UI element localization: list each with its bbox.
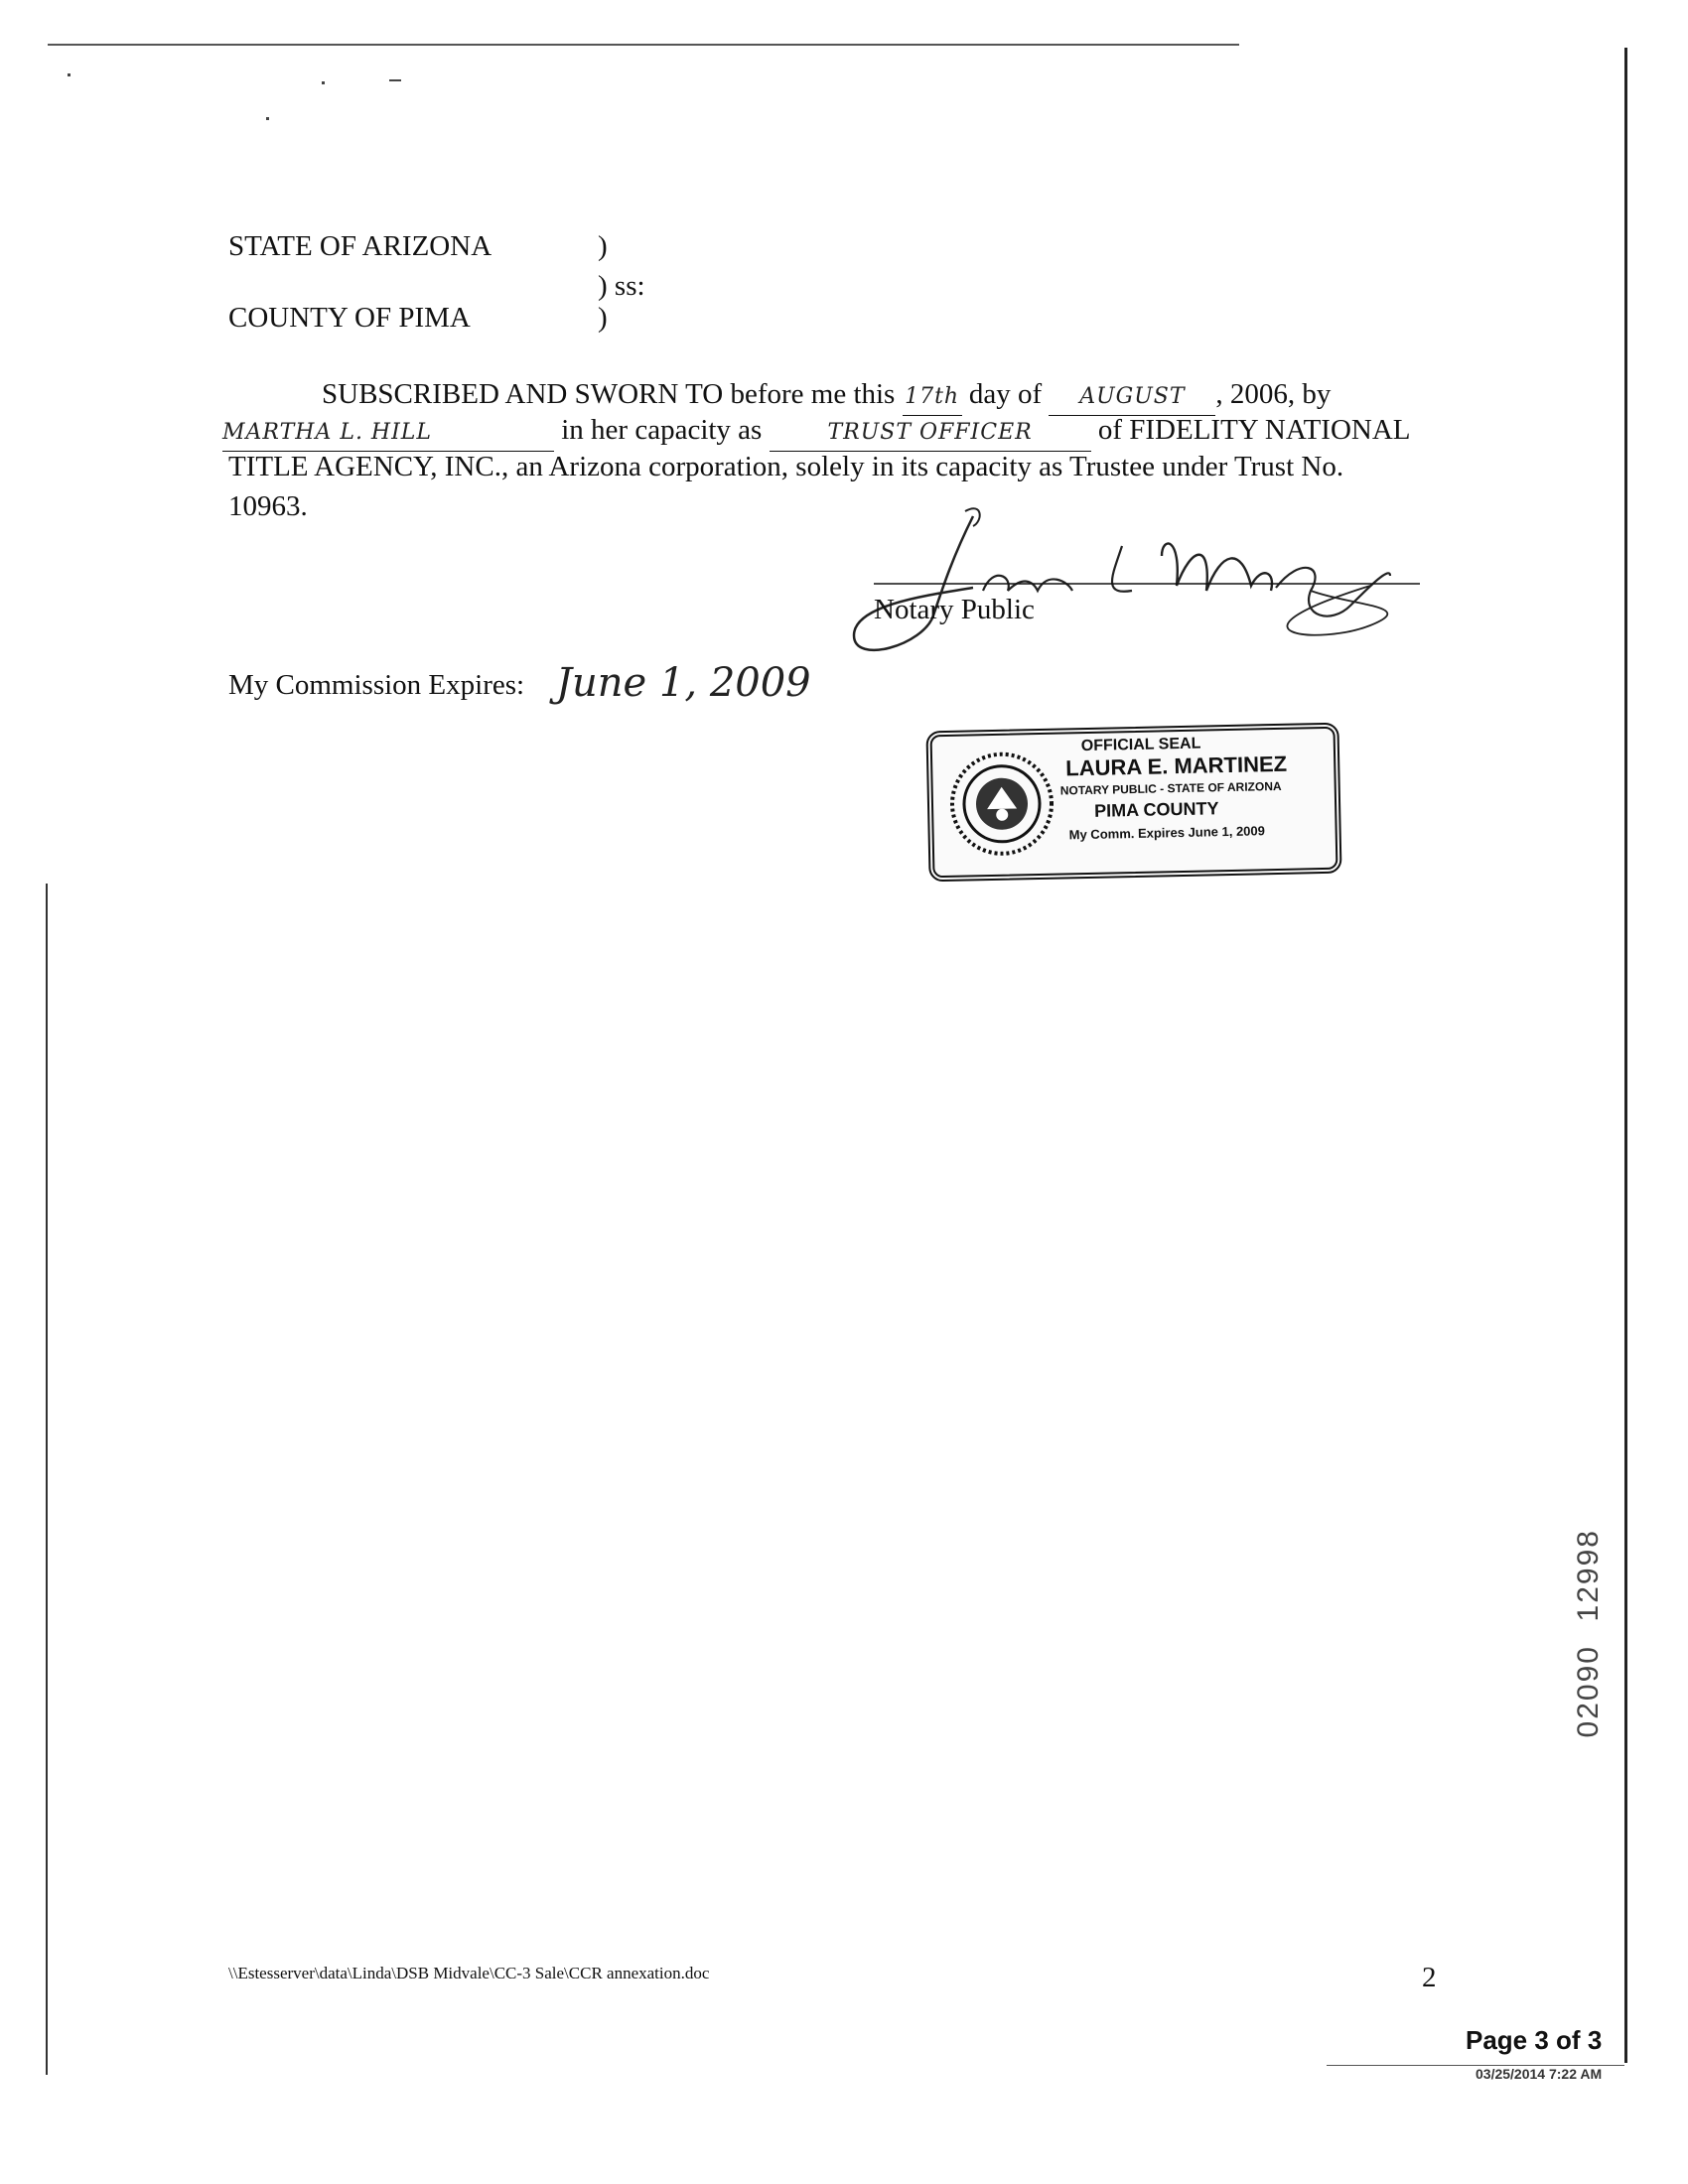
notary-public-label: Notary Public <box>874 594 1035 625</box>
day-field: 17th <box>903 375 962 416</box>
day-of-text: day of <box>968 378 1043 410</box>
scan-right-border <box>1624 48 1627 2063</box>
jurat-line-4: 10963. <box>228 490 308 522</box>
seal-line-3: NOTARY PUBLIC - STATE OF ARIZONA <box>1059 778 1282 798</box>
official-seal-stamp <box>925 723 1341 883</box>
venue-paren-top: ) <box>598 230 608 262</box>
state-label: STATE OF ARIZONA <box>228 230 492 262</box>
scan-speck <box>322 81 325 84</box>
jurat-line-3: TITLE AGENCY, INC., an Arizona corporation, solely in its capacity as Trustee under Trust No. <box>228 451 1344 482</box>
jurat-line-1 <box>322 375 1331 416</box>
seal-line-1: OFFICIAL SEAL <box>1080 735 1201 755</box>
recording-number <box>1572 1529 1607 1738</box>
month-field: AUGUST <box>1049 375 1215 416</box>
county-label: COUNTY OF PIMA <box>228 302 471 334</box>
jurat-line-2 <box>222 411 1410 452</box>
capacity-field: TRUST OFFICER <box>770 411 1091 452</box>
footer-page-number: 2 <box>1422 1962 1437 1993</box>
book-number: 12998 <box>1572 1529 1605 1622</box>
scan-speck <box>389 79 401 81</box>
scan-left-border <box>46 884 48 2075</box>
footer-file-path: \\Estesserver\data\Linda\DSB Midvale\CC-3 Sale\CCR annexation.doc <box>228 1964 710 1982</box>
commission-date: June 1, 2009 <box>556 660 811 706</box>
footer-timestamp: 03/25/2014 7:22 AM <box>1476 2066 1603 2082</box>
venue-ss: ) ss: <box>598 270 645 302</box>
notary-signature <box>834 496 1430 675</box>
page-of-label: Page 3 of 3 <box>1466 2025 1603 2055</box>
signer-name-field: MARTHA L. HILL <box>222 411 554 452</box>
company-tail: of FIDELITY NATIONAL <box>1097 414 1411 446</box>
scan-speck <box>68 73 70 76</box>
jurat-intro: SUBSCRIBED AND SWORN TO before me this <box>322 378 896 410</box>
seal-line-4: PIMA COUNTY <box>1093 798 1219 821</box>
scan-speck <box>266 117 269 120</box>
seal-line-2: LAURA E. MARTINEZ <box>1065 751 1288 781</box>
page-number-record: 02090 <box>1572 1645 1605 1738</box>
arizona-seal-emblem <box>946 749 1057 860</box>
commission-label: My Commission Expires: <box>228 669 525 701</box>
capacity-text: in her capacity as <box>561 414 763 446</box>
scan-top-rule <box>48 44 1239 46</box>
seal-line-5: My Comm. Expires June 1, 2009 <box>1068 823 1266 843</box>
venue-paren-bottom: ) <box>598 302 608 334</box>
year-text: , 2006, by <box>1215 378 1332 410</box>
